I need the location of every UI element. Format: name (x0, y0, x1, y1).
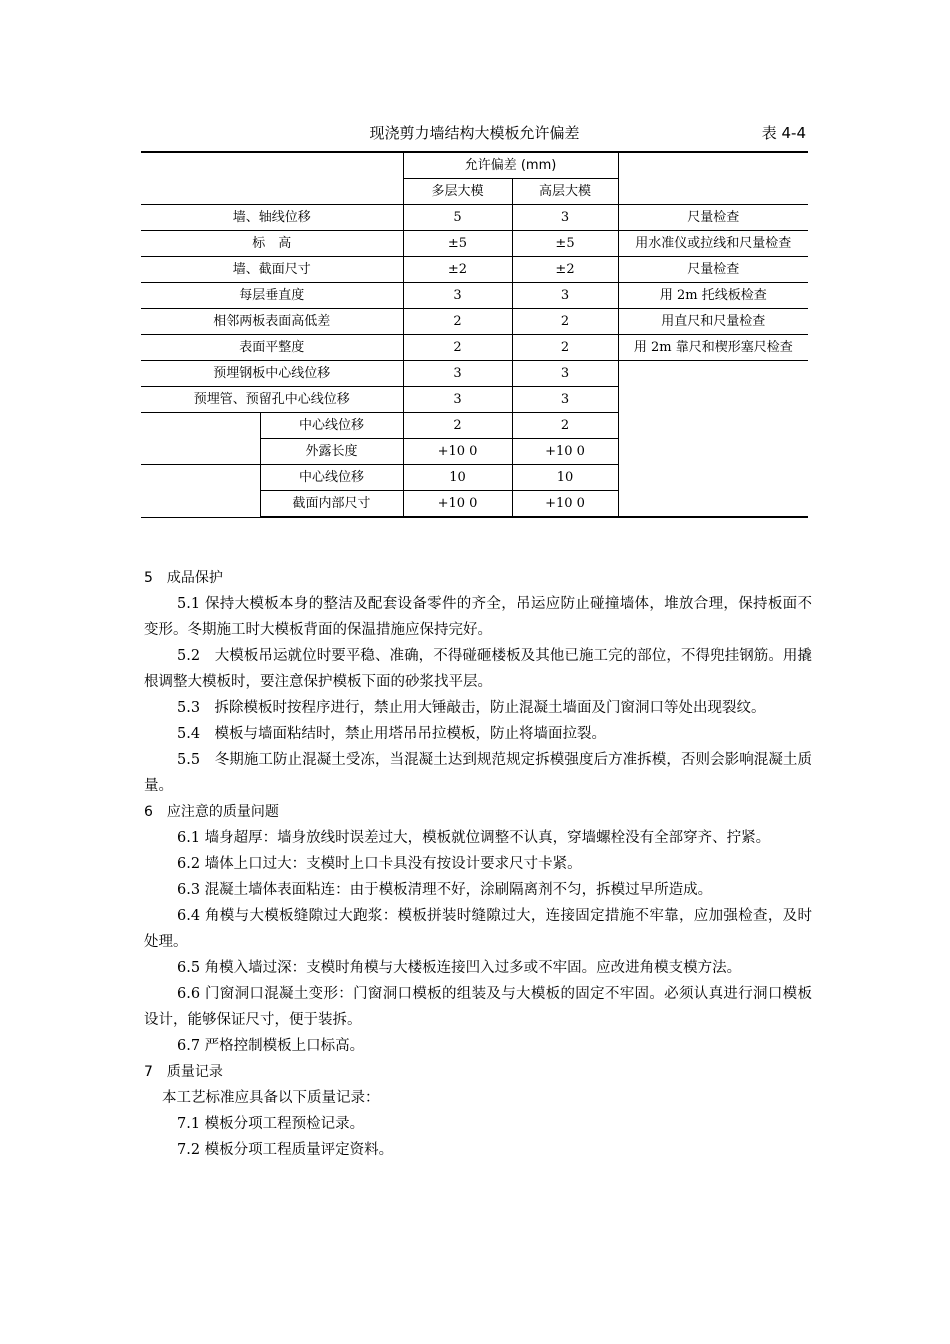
header-item-cell (141, 152, 403, 205)
table-row (141, 283, 808, 309)
row-multi: 10 (403, 465, 512, 491)
row-method-blank (618, 361, 808, 518)
table-header-row (141, 152, 808, 179)
paragraph: 6.3 混凝土墙体表面粘连：由于模板清理不好，涂刷隔离剂不匀，拆模过早所造成。 (177, 882, 713, 898)
row-high: 3 (512, 283, 618, 309)
row-method: 尺量检查 (618, 205, 808, 231)
paragraph: 6.1 墙身超厚：墙身放线时误差过大，模板就位调整不认真，穿墙螺栓没有全部穿齐、拧紧。 (177, 830, 771, 846)
row-item: 预埋钢板中心线位移 (141, 361, 403, 387)
row-subitem: 中心线位移 (260, 413, 403, 439)
paragraph: 6.2 墙体上口过大：支模时上口卡具没有按设计要求尺寸卡紧。 (177, 856, 582, 872)
paragraph: 7.2 模板分项工程质量评定资料。 (177, 1142, 394, 1158)
row-item: 墙、截面尺寸 (141, 257, 403, 283)
row-high: ±2 (512, 257, 618, 283)
row-high: ±5 (512, 231, 618, 257)
paragraph: 5.5 冬期施工防止混凝土受冻，当混凝土达到规范规定拆模强度后方准拆模，否则会影响混凝土质量。 (144, 752, 812, 794)
row-method: 用直尺和尺量检查 (618, 309, 808, 335)
table-title: 现浇剪力墙结构大模板允许偏差 (369, 124, 580, 142)
paragraph: 5.3 拆除模板时按程序进行，禁止用大锤敲击，防止混凝土墙面及门窗洞口等处出现裂纹。 (177, 700, 766, 716)
row-subitem: 中心线位移 (260, 465, 403, 491)
body-text (144, 565, 812, 1163)
row-high: 2 (512, 309, 618, 335)
header-multi: 多层大模 (403, 179, 512, 205)
row-multi: 2 (403, 413, 512, 439)
row-high: 3 (512, 387, 618, 413)
row-method: 用水准仪或拉线和尺量检查 (618, 231, 808, 257)
row-multi: 3 (403, 361, 512, 387)
table-row (141, 361, 808, 387)
paragraph: 6.5 角模入墙过深：支模时角模与大楼板连接凹入过多或不牢固。应改进角模支模方法。 (177, 960, 742, 976)
table-row (141, 205, 808, 231)
header-method-cell (618, 152, 808, 205)
row-multi: +10 0 (403, 491, 512, 518)
row-multi: ±5 (403, 231, 512, 257)
paragraph: 6.6 门窗洞口混凝土变形：门窗洞口模板的组装及与大模板的固定不牢固。必须认真进行洞口模板设计，能够保证尺寸，便于装拆。 (144, 986, 812, 1028)
row-subitem: 截面内部尺寸 (260, 491, 403, 518)
row-high: 2 (512, 413, 618, 439)
table-row (141, 309, 808, 335)
table-row (141, 335, 808, 361)
paragraph: 5.4 模板与墙面粘结时，禁止用塔吊吊拉模板，防止将墙面拉裂。 (177, 726, 607, 742)
table-row (141, 231, 808, 257)
row-item: 表面平整度 (141, 335, 403, 361)
row-multi: ±2 (403, 257, 512, 283)
row-multi: +10 0 (403, 439, 512, 465)
row-item: 墙、轴线位移 (141, 205, 403, 231)
row-multi: 2 (403, 309, 512, 335)
row-item: 相邻两板表面高低差 (141, 309, 403, 335)
deviation-table (141, 151, 808, 518)
row-method: 用 2m 靠尺和楔形塞尺检查 (618, 335, 808, 361)
table-caption (141, 122, 808, 146)
paragraph: 7.1 模板分项工程预检记录。 (177, 1116, 365, 1132)
paragraph: 本工艺标准应具备以下质量记录： (162, 1090, 380, 1106)
row-group-cell (141, 465, 260, 518)
row-multi: 3 (403, 387, 512, 413)
row-method: 尺量检查 (618, 257, 808, 283)
row-group-cell (141, 413, 260, 465)
section-heading: 5 成品保护 (144, 570, 223, 586)
paragraph: 5.1 保持大模板本身的整洁及配套设备零件的齐全，吊运应防止碰撞墙体，堆放合理，保持板面不变形。冬期施工时大模板背面的保温措施应保持完好。 (144, 596, 812, 638)
row-high: +10 0 (512, 439, 618, 465)
row-item: 预埋管、预留孔中心线位移 (141, 387, 403, 413)
row-item: 每层垂直度 (141, 283, 403, 309)
row-multi: 3 (403, 283, 512, 309)
row-high: 2 (512, 335, 618, 361)
paragraph: 6.4 角模与大模板缝隙过大跑浆：模板拼装时缝隙过大，连接固定措施不牢靠，应加强检查，及时处理。 (144, 908, 812, 950)
row-high: 3 (512, 205, 618, 231)
row-method: 用 2m 托线板检查 (618, 283, 808, 309)
section-heading: 6 应注意的质量问题 (144, 804, 279, 820)
row-item: 标 高 (141, 231, 403, 257)
row-high: 3 (512, 361, 618, 387)
header-high: 高层大模 (512, 179, 618, 205)
header-group: 允许偏差 (mm) (403, 152, 618, 179)
table-row (141, 257, 808, 283)
table-number: 表 4-4 (761, 124, 806, 142)
row-multi: 5 (403, 205, 512, 231)
paragraph: 6.7 严格控制模板上口标高。 (177, 1038, 365, 1054)
row-multi: 2 (403, 335, 512, 361)
row-high: +10 0 (512, 491, 618, 518)
paragraph: 5.2 大模板吊运就位时要平稳、准确，不得碰砸楼板及其他已施工完的部位，不得兜挂钢筋。用撬根调整大模板时，要注意保护模板下面的砂浆找平层。 (144, 648, 812, 690)
row-high: 10 (512, 465, 618, 491)
section-heading: 7 质量记录 (144, 1064, 223, 1080)
row-subitem: 外露长度 (260, 439, 403, 465)
